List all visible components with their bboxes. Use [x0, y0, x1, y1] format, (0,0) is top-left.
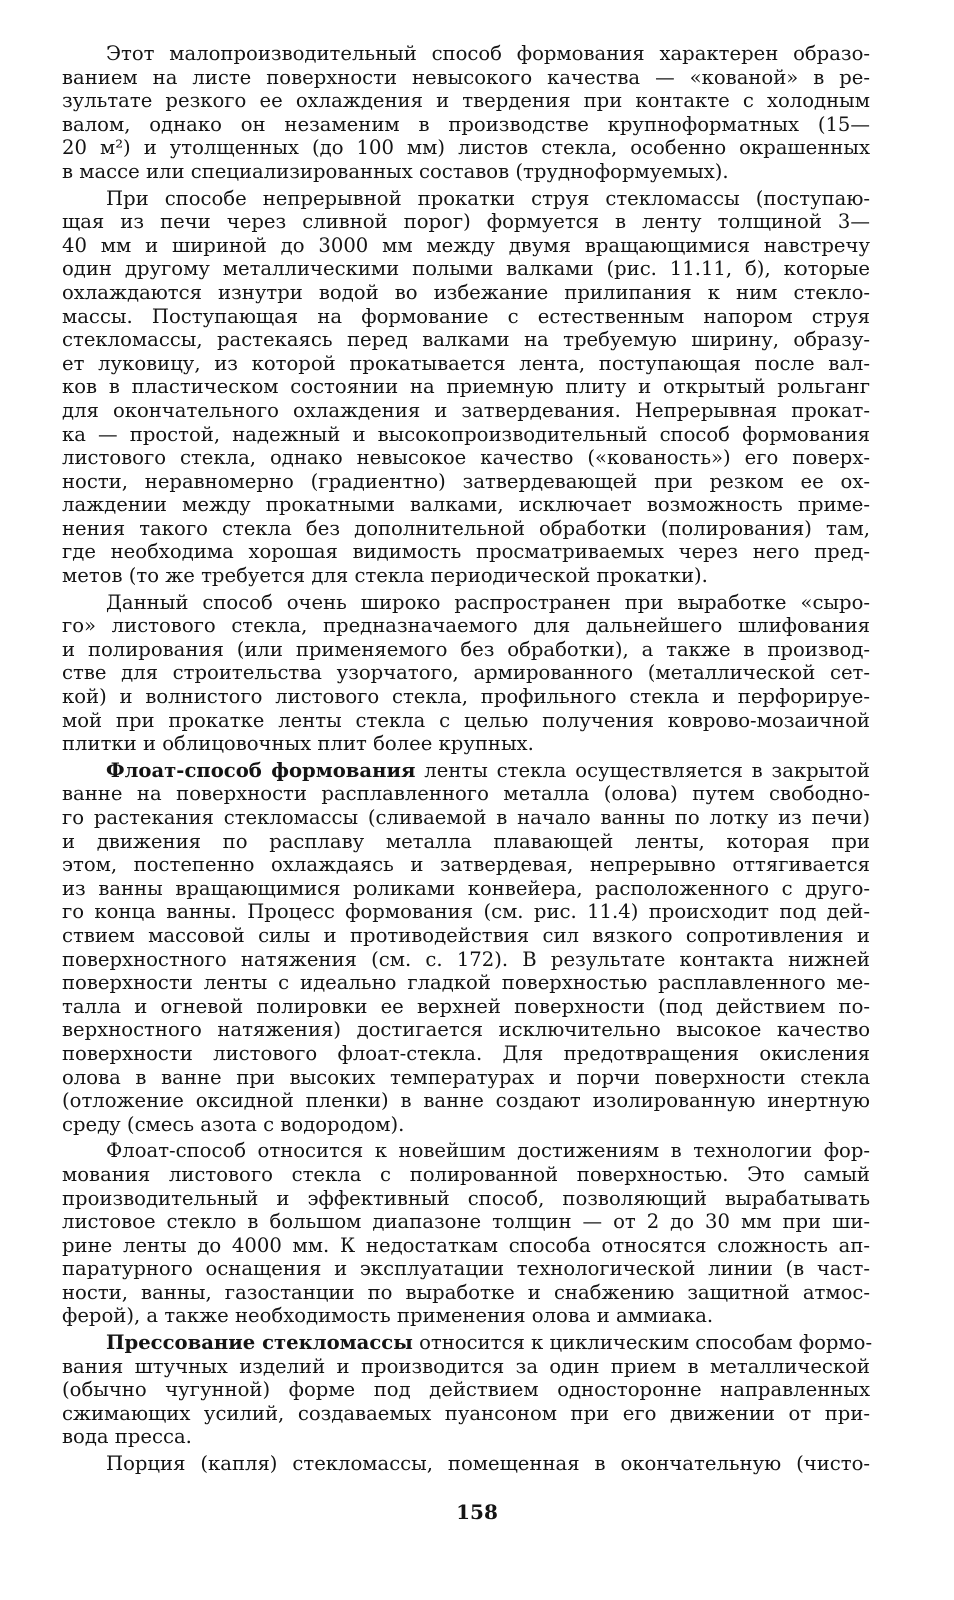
paragraph [62, 591, 870, 756]
text-line: сжимающих усилий, создаваемых пуансоном при его движении от при- [62, 1401, 870, 1425]
text-line: ков в пластическом состоянии на приемную плиту и открытый рольганг [62, 375, 870, 399]
text-line: один другому металлическими полыми валками (рис. 11.11, б), которые [62, 257, 870, 281]
text-line: талла и огневой полировки ее верхней поверхности (под действием по- [62, 994, 870, 1018]
text-line: мования листового стекла с полированной поверхностью. Это самый [62, 1162, 870, 1186]
paragraph [62, 1139, 870, 1328]
text-line: для окончательного охлаждения и затвердевания. Непрерывная прокат- [62, 398, 870, 422]
text-line: олова в ванне при высоких температурах и порчи поверхности стекла [62, 1065, 870, 1089]
text-line: Флоат-способ относится к новейшим достижениям в технологии фор- [106, 1139, 870, 1163]
text-line: мой при прокатке ленты стекла с целью получения коврово-мозаичной [62, 708, 870, 732]
text-line: плитки и облицовочных плит более крупных. [62, 732, 534, 756]
text-line: этом, постепенно охлаждаясь и затвердевая, непрерывно оттягивается [62, 853, 870, 877]
page-number: 158 [456, 1500, 498, 1524]
text-line: стве для строительства узорчатого, армированного (металлической сет- [62, 661, 870, 685]
body-text [62, 42, 873, 1479]
text-line: охлаждаются изнутри водой во избежание прилипания к ним стекло- [62, 280, 870, 304]
text-line: вода пресса. [62, 1425, 192, 1449]
line-text: относится к циклическим способам формо- [412, 1331, 873, 1355]
paragraph [62, 759, 870, 1137]
text-line: где необходима хорошая видимость просматриваемых через него пред- [62, 540, 870, 564]
text-line: ет луковицу, из которой прокатывается лента, поступающая после вал- [62, 351, 870, 375]
text-line: вания штучных изделий и производится за один прием в металлической [62, 1354, 870, 1378]
text-line: листовое стекло в большом диапазоне толщин — от 2 до 30 мм при ши- [62, 1210, 870, 1234]
line-text: ленты стекла осуществляется в закрытой [415, 758, 870, 782]
text-line: валом, однако он незаменим в производстве крупноформатных (15— [62, 112, 870, 136]
text-line: рине ленты до 4000 мм. К недостаткам способа относятся сложность ап- [62, 1233, 870, 1257]
paragraph [62, 1331, 873, 1449]
text-line [62, 759, 870, 783]
text-line: ванием на листе поверхности невысокого качества — «кованой» в ре- [62, 65, 870, 89]
text-line: ности, неравномерно (градиентно) затвердевающей при резком ее ох- [62, 469, 870, 493]
text-line: ствием массовой силы и противодействия сил вязкого сопротивления и [62, 923, 870, 947]
text-line: поверхности листового флоат-стекла. Для предотвращения окисления [62, 1041, 870, 1065]
text-line: (отложение оксидной пленки) в ванне создают изолированную инертную [62, 1089, 870, 1113]
text-line: метов (то же требуется для стекла периодической прокатки). [62, 564, 708, 588]
text-line: массы. Поступающая на формование с естественным напором струя [62, 304, 870, 328]
text-line: поверхностного натяжения (см. с. 172). В результате контакта нижней [62, 947, 870, 971]
text-line: (обычно чугунной) форме под действием односторонне направленных [62, 1378, 870, 1402]
text-line: стекломассы, растекаясь перед валками на требуемую ширину, образу- [62, 328, 870, 352]
paragraph [62, 1452, 870, 1476]
text-line: ка — простой, надежный и высокопроизводительный способ формования [62, 422, 870, 446]
text-line: и движения по расплаву металла плавающей ленты, которая при [62, 829, 870, 853]
text-line: ванне на поверхности расплавленного металла (олова) путем свободно- [62, 782, 870, 806]
text-line: 20 м²) и утолщенных (до 100 мм) листов стекла, особенно окрашенных [62, 136, 870, 160]
term-bold: Прессование стекломассы [106, 1331, 413, 1355]
text-line: нения такого стекла без дополнительной обработки (полирования) там, [62, 516, 870, 540]
text-line: поверхности ленты с идеально гладкой поверхностью расплавленного ме- [62, 971, 870, 995]
text-line: 40 мм и шириной до 3000 мм между двумя вращающимися навстречу [62, 233, 870, 257]
text-line: го конца ванны. Процесс формования (см. рис. 11.4) происходит под дей- [62, 900, 870, 924]
text-line: зультате резкого ее охлаждения и твердения при контакте с холодным [62, 89, 870, 113]
paragraph [62, 42, 870, 184]
text-line: Данный способ очень широко распространен при выработке «сыро- [106, 590, 870, 614]
text-line: го» листового стекла, предназначаемого для дальнейшего шлифования [62, 614, 870, 638]
paragraph [62, 187, 870, 588]
text-line: листового стекла, однако невысокое качество («кованость») его поверх- [62, 446, 870, 470]
text-line: в массе или специализированных составов (трудноформуемых). [62, 159, 729, 183]
text-line: лаждении между прокатными валками, исключает возможность приме- [62, 493, 870, 517]
text-line: среду (смесь азота с водородом). [62, 1112, 405, 1136]
text-line: При способе непрерывной прокатки струя стекломассы (поступаю- [106, 186, 870, 210]
text-line: и полирования (или применяемого без обработки), а также в производ- [62, 637, 870, 661]
text-line: ности, ванны, газостанции по выработке и снабжению защитной атмос- [62, 1280, 870, 1304]
text-line [62, 1331, 873, 1355]
text-line: го растекания стекломассы (сливаемой в начало ванны по лотку из печи) [62, 806, 870, 829]
text-line: паратурного оснащения и эксплуатации технологической линии (в част- [62, 1257, 870, 1281]
text-line: кой) и волнистого листового стекла, профильного стекла и перфорируе- [62, 685, 870, 709]
text-line: щая из печи через сливной порог) формуется в ленту толщиной 3— [62, 210, 870, 234]
text-line: верхностного натяжения) достигается исключительно высокое качество [62, 1018, 870, 1042]
term-bold: Флоат-способ формования [106, 758, 416, 782]
text-line: производительный и эффективный способ, позволяющий вырабатывать [62, 1186, 870, 1210]
text-line: Этот малопроизводительный способ формования характерен образо- [106, 42, 870, 65]
text-line: ферой), а также необходимость применения олова и аммиака. [62, 1304, 714, 1328]
text-line: из ванны вращающимися роликами конвейера, расположенного с друго- [62, 876, 870, 900]
text-line: Порция (капля) стекломассы, помещенная в окончательную (чисто- [106, 1452, 870, 1476]
